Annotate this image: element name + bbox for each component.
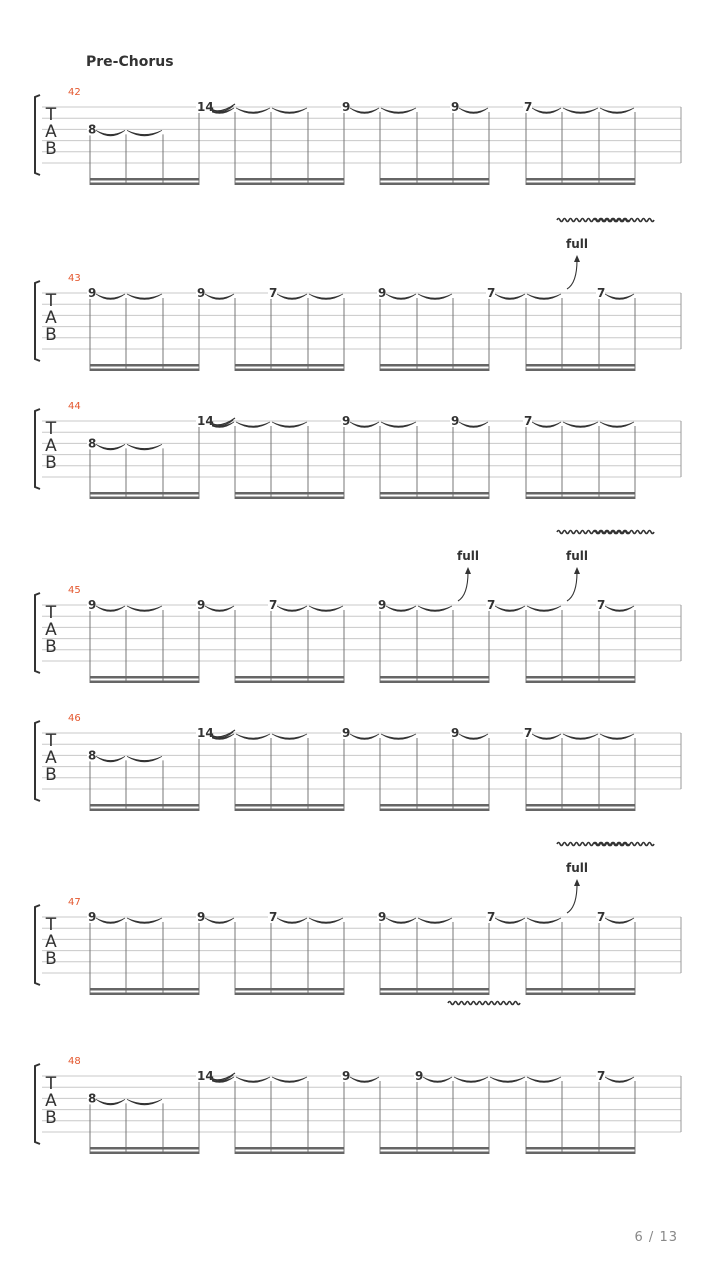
tie-arc xyxy=(96,130,125,136)
bend-curve xyxy=(567,572,577,601)
bend-label: full xyxy=(566,861,588,875)
tab-clef-letter: A xyxy=(45,122,57,142)
tab-system-44 xyxy=(35,401,681,499)
tab-clef-letter: B xyxy=(45,139,57,159)
beam xyxy=(90,681,199,684)
tie-arc xyxy=(495,606,525,612)
beam xyxy=(380,681,489,684)
tab-clef-letter: B xyxy=(45,765,57,785)
beam xyxy=(380,178,489,181)
bend-curve xyxy=(567,884,577,913)
tie-arc xyxy=(600,422,634,428)
beam xyxy=(380,804,489,807)
fret-number: 8 xyxy=(88,748,97,763)
beam xyxy=(380,492,489,495)
beam xyxy=(380,676,489,679)
beam xyxy=(380,369,489,372)
tab-clef-letter: B xyxy=(45,1108,57,1128)
beam xyxy=(90,676,199,679)
tie-arc xyxy=(350,1077,379,1083)
beam xyxy=(526,1152,635,1155)
system-bracket xyxy=(35,409,40,489)
tie-arc xyxy=(423,1077,452,1083)
tab-clef-letter: A xyxy=(45,748,57,768)
tie-arc xyxy=(96,606,125,612)
fret-number: 9 xyxy=(197,286,206,300)
tab-clef-letter: T xyxy=(45,1074,57,1094)
beam xyxy=(380,809,489,812)
tie-arc xyxy=(205,918,234,924)
beam xyxy=(380,988,489,991)
beam xyxy=(90,1152,199,1155)
measure-number: 44 xyxy=(68,401,81,412)
fret-number: 7 xyxy=(487,286,496,300)
tie-arc xyxy=(96,1099,125,1105)
fret-number: 7 xyxy=(269,598,278,612)
tab-clef-letter: A xyxy=(45,1091,57,1111)
tab-system-47 xyxy=(35,843,681,996)
tie-arc xyxy=(277,294,307,300)
beam xyxy=(526,492,635,495)
tab-clef-letter: T xyxy=(45,105,57,125)
tie-arc xyxy=(381,422,416,428)
system-bracket xyxy=(35,905,40,985)
beam xyxy=(235,178,344,181)
fret-number: 14 xyxy=(197,1069,214,1083)
tie-arc xyxy=(532,734,561,740)
beam xyxy=(235,183,344,186)
beam xyxy=(526,809,635,812)
tab-clef-letter: B xyxy=(45,325,57,345)
tie-arc xyxy=(350,734,379,740)
tie-arc xyxy=(454,1077,488,1083)
fret-number: 9 xyxy=(342,414,351,428)
tie-arc xyxy=(381,734,416,740)
tab-system-46 xyxy=(35,713,681,811)
tie-arc xyxy=(205,606,234,612)
tie-arc xyxy=(459,734,488,740)
tab-clef-letter: B xyxy=(45,453,57,473)
beam xyxy=(526,364,635,367)
fret-number: 7 xyxy=(597,910,606,924)
beam xyxy=(235,497,344,500)
fret-number: 7 xyxy=(524,100,533,114)
fret-number: 7 xyxy=(597,1069,606,1083)
tie-arc xyxy=(96,444,125,450)
system-bracket xyxy=(35,1064,40,1144)
measure-number: 46 xyxy=(68,713,81,724)
beam xyxy=(380,497,489,500)
system-bracket xyxy=(35,593,40,673)
fret-number: 9 xyxy=(451,414,460,428)
tab-clef-letter: T xyxy=(45,603,57,623)
beam xyxy=(90,1147,199,1150)
tie-arc xyxy=(350,108,379,114)
beam xyxy=(235,492,344,495)
tie-arc xyxy=(605,1077,634,1083)
measure-number: 45 xyxy=(68,585,81,596)
fret-number: 9 xyxy=(342,726,351,740)
beam xyxy=(235,1147,344,1150)
bend-label: full xyxy=(566,549,588,563)
tie-arc xyxy=(350,422,379,428)
beam xyxy=(90,492,199,495)
bend-label: full xyxy=(566,237,588,251)
tie-arc xyxy=(309,606,343,612)
tie-arc xyxy=(386,606,416,612)
fret-number: 9 xyxy=(342,1069,351,1083)
beam xyxy=(90,183,199,186)
tab-system-42 xyxy=(35,87,681,185)
bend-curve xyxy=(567,260,577,289)
beam xyxy=(90,988,199,991)
fret-number: 7 xyxy=(524,414,533,428)
beam xyxy=(526,1147,635,1150)
tie-arc xyxy=(96,294,125,300)
beam xyxy=(90,809,199,812)
tie-arc xyxy=(236,734,270,740)
tie-arc xyxy=(600,734,634,740)
fret-number: 14 xyxy=(197,414,214,428)
tie-arc xyxy=(127,130,162,136)
fret-number: 8 xyxy=(88,436,97,451)
beam xyxy=(90,364,199,367)
bend-arrow xyxy=(574,255,580,262)
measure-number: 48 xyxy=(68,1056,81,1067)
tie-arc xyxy=(563,734,598,740)
beam xyxy=(380,183,489,186)
tab-clef-letter: T xyxy=(45,915,57,935)
tie-arc xyxy=(563,108,598,114)
beam xyxy=(380,1152,489,1155)
beam xyxy=(526,178,635,181)
tie-arc xyxy=(600,108,634,114)
tie-arc xyxy=(127,444,162,450)
beam xyxy=(90,497,199,500)
system-bracket xyxy=(35,281,40,361)
tie-arc xyxy=(272,1077,307,1083)
beam xyxy=(90,369,199,372)
fret-number: 14 xyxy=(197,726,214,740)
measure-number: 47 xyxy=(68,897,81,908)
tie-arc xyxy=(309,294,343,300)
fret-number: 8 xyxy=(88,1091,97,1106)
tie-arc xyxy=(527,918,561,924)
beam xyxy=(526,804,635,807)
tie-arc xyxy=(605,918,634,924)
beam xyxy=(90,993,199,996)
tab-clef-letter: A xyxy=(45,932,57,952)
tie-arc xyxy=(495,918,525,924)
tab-clef-letter: B xyxy=(45,637,57,657)
bend-label: full xyxy=(457,549,479,563)
beam xyxy=(235,681,344,684)
tab-clef-letter: A xyxy=(45,436,57,456)
beam xyxy=(235,804,344,807)
tie-arc xyxy=(563,422,598,428)
tie-arc xyxy=(527,606,561,612)
beam xyxy=(235,364,344,367)
tie-arc xyxy=(96,756,125,762)
tie-arc xyxy=(386,918,416,924)
beam xyxy=(90,804,199,807)
fret-number: 7 xyxy=(597,286,606,300)
beam xyxy=(235,369,344,372)
tie-arc xyxy=(418,606,452,612)
vibrato-line xyxy=(448,1002,520,1005)
beam xyxy=(90,178,199,181)
beam xyxy=(235,988,344,991)
fret-number: 9 xyxy=(197,598,206,612)
fret-number: 9 xyxy=(197,910,206,924)
beam xyxy=(526,681,635,684)
tab-system-43 xyxy=(35,219,681,372)
tab-system-45 xyxy=(35,531,681,684)
tie-arc xyxy=(381,108,416,114)
tie-arc xyxy=(277,918,307,924)
tie-arc xyxy=(127,606,162,612)
tie-arc xyxy=(272,422,307,428)
tie-arc xyxy=(272,108,307,114)
fret-number: 14 xyxy=(197,100,214,114)
tab-clef-letter: A xyxy=(45,308,57,328)
bend-arrow xyxy=(574,567,580,574)
tie-arc xyxy=(127,294,162,300)
tie-arc xyxy=(236,108,270,114)
beam xyxy=(380,993,489,996)
fret-number: 9 xyxy=(88,598,97,612)
fret-number: 9 xyxy=(415,1069,424,1083)
tie-arc xyxy=(277,606,307,612)
fret-number: 9 xyxy=(88,286,97,300)
tie-arc xyxy=(605,294,634,300)
tie-arc xyxy=(236,422,270,428)
tab-clef-letter: A xyxy=(45,620,57,640)
tie-arc xyxy=(127,1099,162,1105)
fret-number: 9 xyxy=(378,910,387,924)
tab-clef-letter: T xyxy=(45,419,57,439)
tab-clef-letter: T xyxy=(45,731,57,751)
tie-arc xyxy=(272,734,307,740)
section-title: Pre-Chorus xyxy=(86,54,174,70)
tab-system-48 xyxy=(35,1002,681,1155)
system-bracket xyxy=(35,721,40,801)
tie-arc xyxy=(386,294,416,300)
fret-number: 9 xyxy=(451,100,460,114)
tie-arc xyxy=(127,918,162,924)
fret-number: 7 xyxy=(597,598,606,612)
tie-arc xyxy=(527,1077,561,1083)
bend-curve xyxy=(458,572,468,601)
beam xyxy=(526,993,635,996)
bend-arrow xyxy=(465,567,471,574)
fret-number: 9 xyxy=(378,598,387,612)
vibrato-line xyxy=(594,219,654,222)
vibrato-line xyxy=(594,843,654,846)
fret-number: 9 xyxy=(451,726,460,740)
tie-arc xyxy=(418,294,452,300)
tie-arc xyxy=(532,108,561,114)
beam xyxy=(526,369,635,372)
beam xyxy=(380,1147,489,1150)
tie-arc xyxy=(459,422,488,428)
tie-arc xyxy=(495,294,525,300)
vibrato-line xyxy=(594,531,654,534)
tie-arc xyxy=(236,1077,270,1083)
tie-arc xyxy=(205,294,234,300)
tie-arc xyxy=(127,756,162,762)
fret-number: 8 xyxy=(88,122,97,137)
tie-arc xyxy=(418,918,452,924)
tie-arc xyxy=(490,1077,525,1083)
system-bracket xyxy=(35,95,40,175)
tab-clef-letter: B xyxy=(45,949,57,969)
tab-clef-letter: T xyxy=(45,291,57,311)
fret-number: 9 xyxy=(378,286,387,300)
measure-number: 43 xyxy=(68,273,81,284)
beam xyxy=(526,676,635,679)
beam xyxy=(235,676,344,679)
measure-number: 42 xyxy=(68,87,81,98)
tie-arc xyxy=(459,108,488,114)
tie-arc xyxy=(96,918,125,924)
beam xyxy=(235,1152,344,1155)
beam xyxy=(235,993,344,996)
beam xyxy=(526,183,635,186)
fret-number: 9 xyxy=(342,100,351,114)
beam xyxy=(235,809,344,812)
fret-number: 7 xyxy=(269,286,278,300)
fret-number: 7 xyxy=(269,910,278,924)
fret-number: 7 xyxy=(524,726,533,740)
fret-number: 9 xyxy=(88,910,97,924)
fret-number: 7 xyxy=(487,598,496,612)
tie-arc xyxy=(605,606,634,612)
beam xyxy=(526,988,635,991)
beam xyxy=(380,364,489,367)
beam xyxy=(526,497,635,500)
fret-number: 7 xyxy=(487,910,496,924)
bend-arrow xyxy=(574,879,580,886)
tie-arc xyxy=(532,422,561,428)
tie-arc xyxy=(309,918,343,924)
page-number: 6 / 13 xyxy=(634,1230,678,1245)
tie-arc xyxy=(527,294,561,300)
